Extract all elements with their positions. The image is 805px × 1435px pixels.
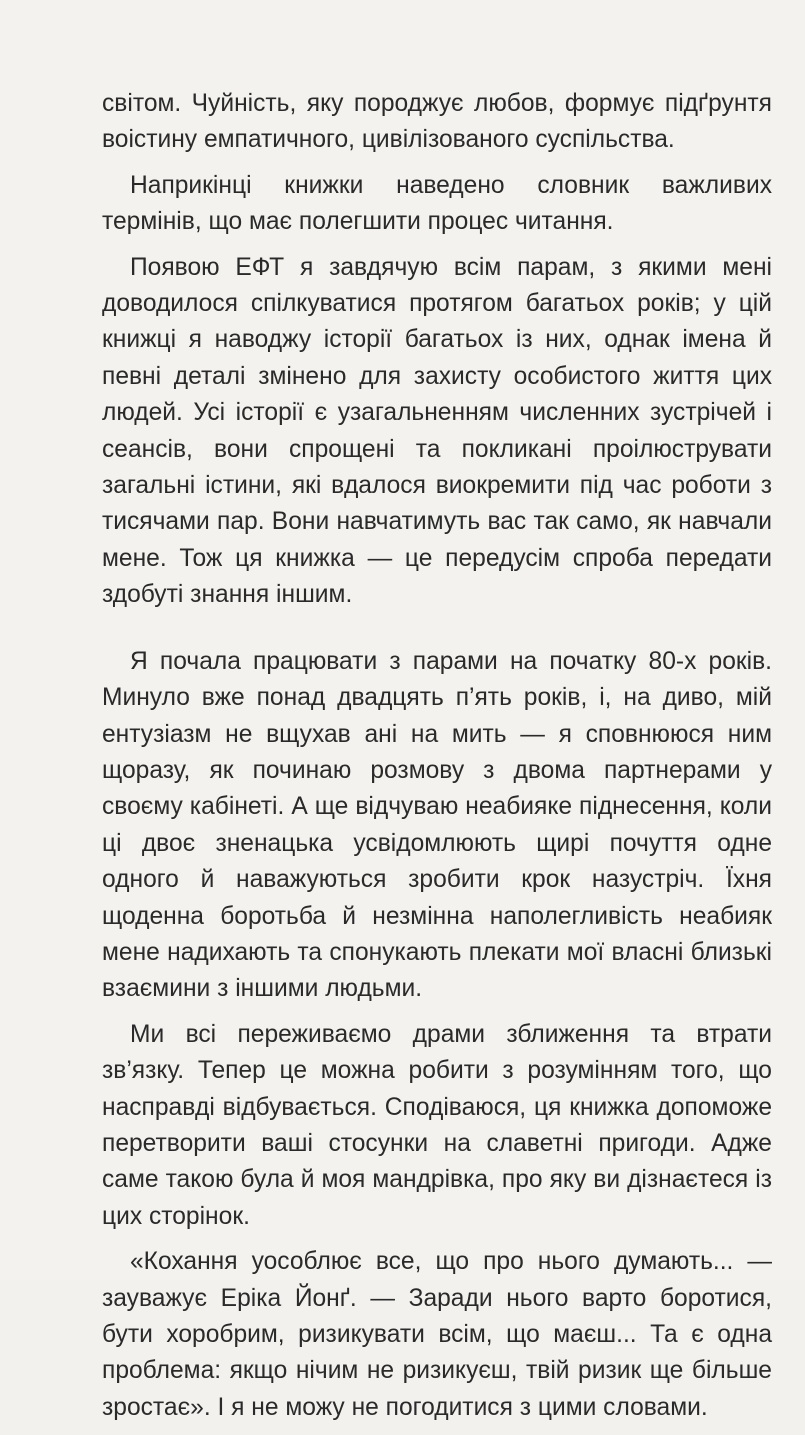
paragraph-work-with-couples: Я почала працювати з парами на початку 80-х років. Минуло вже понад двадцять п’ять років, і, на диво, мій ентузіазм не вщухав ані на мить — я сповнююся ним щоразу, як починаю розмову з двома партнерами у своєму кабінеті. А ще відчуваю неабияке піднесення, коли ці двоє зненацька усвідомлюють щирі почуття одне одного й наважуються зробити крок назустріч. Їхня щоденна боротьба й незмінна наполегливість неабияк мене надихають та спонукають плекати мої власні близькі взаємини з іншими людьми.	[102, 647, 772, 1003]
body-text	[102, 86, 772, 1435]
paragraph-drama-of-connection: Ми всі переживаємо драми зближення та втрати зв’язку. Тепер це можна робити з розумінням того, що насправді відбувається. Сподіваюся, ця книжка допоможе перетворити ваші стосунки на славетні пригоди. Адже саме такою була й моя мандрівка, про яку ви дізнаєтеся із цих сторінок.	[102, 1020, 772, 1230]
paragraph-glossary-note: Наприкінці книжки наведено словник важливих термінів, що має полегшити процес читання.	[102, 171, 772, 236]
paragraph-continued: світом. Чуйність, яку породжує любов, формує підґрунтя воістину емпатичного, цивілізованого суспільства.	[102, 90, 772, 154]
paragraph-eft-origins: Появою ЕФТ я завдячую всім парам, з якими мені доводилося спілкуватися протягом багатьох років; у цій книжці я наводжу історії багатьох із них, однак імена й певні деталі змінено для захисту особистого життя цих людей. Усі історії є узагальненням численних зустрічей і сеансів, вони спрощені та покликані проілюструвати загальні істини, які вдалося виокремити під час роботи з тисячами пар. Вони навчатимуть вас так само, як навчали мене. Тож ця книжка — це передусім спроба передати здобуті знання іншим.	[102, 253, 772, 609]
paragraph-erica-jong-quote: «Кохання уособлює все, що про нього думають... — зауважує Еріка Йонґ. — Заради нього варто боротися, бути хоробрим, ризикувати всім, що маєш... Та є одна проблема: якщо нічим не ризикуєш, твій ризик ще більше зростає». І я не можу не погодитися з цими словами.	[102, 1248, 772, 1421]
